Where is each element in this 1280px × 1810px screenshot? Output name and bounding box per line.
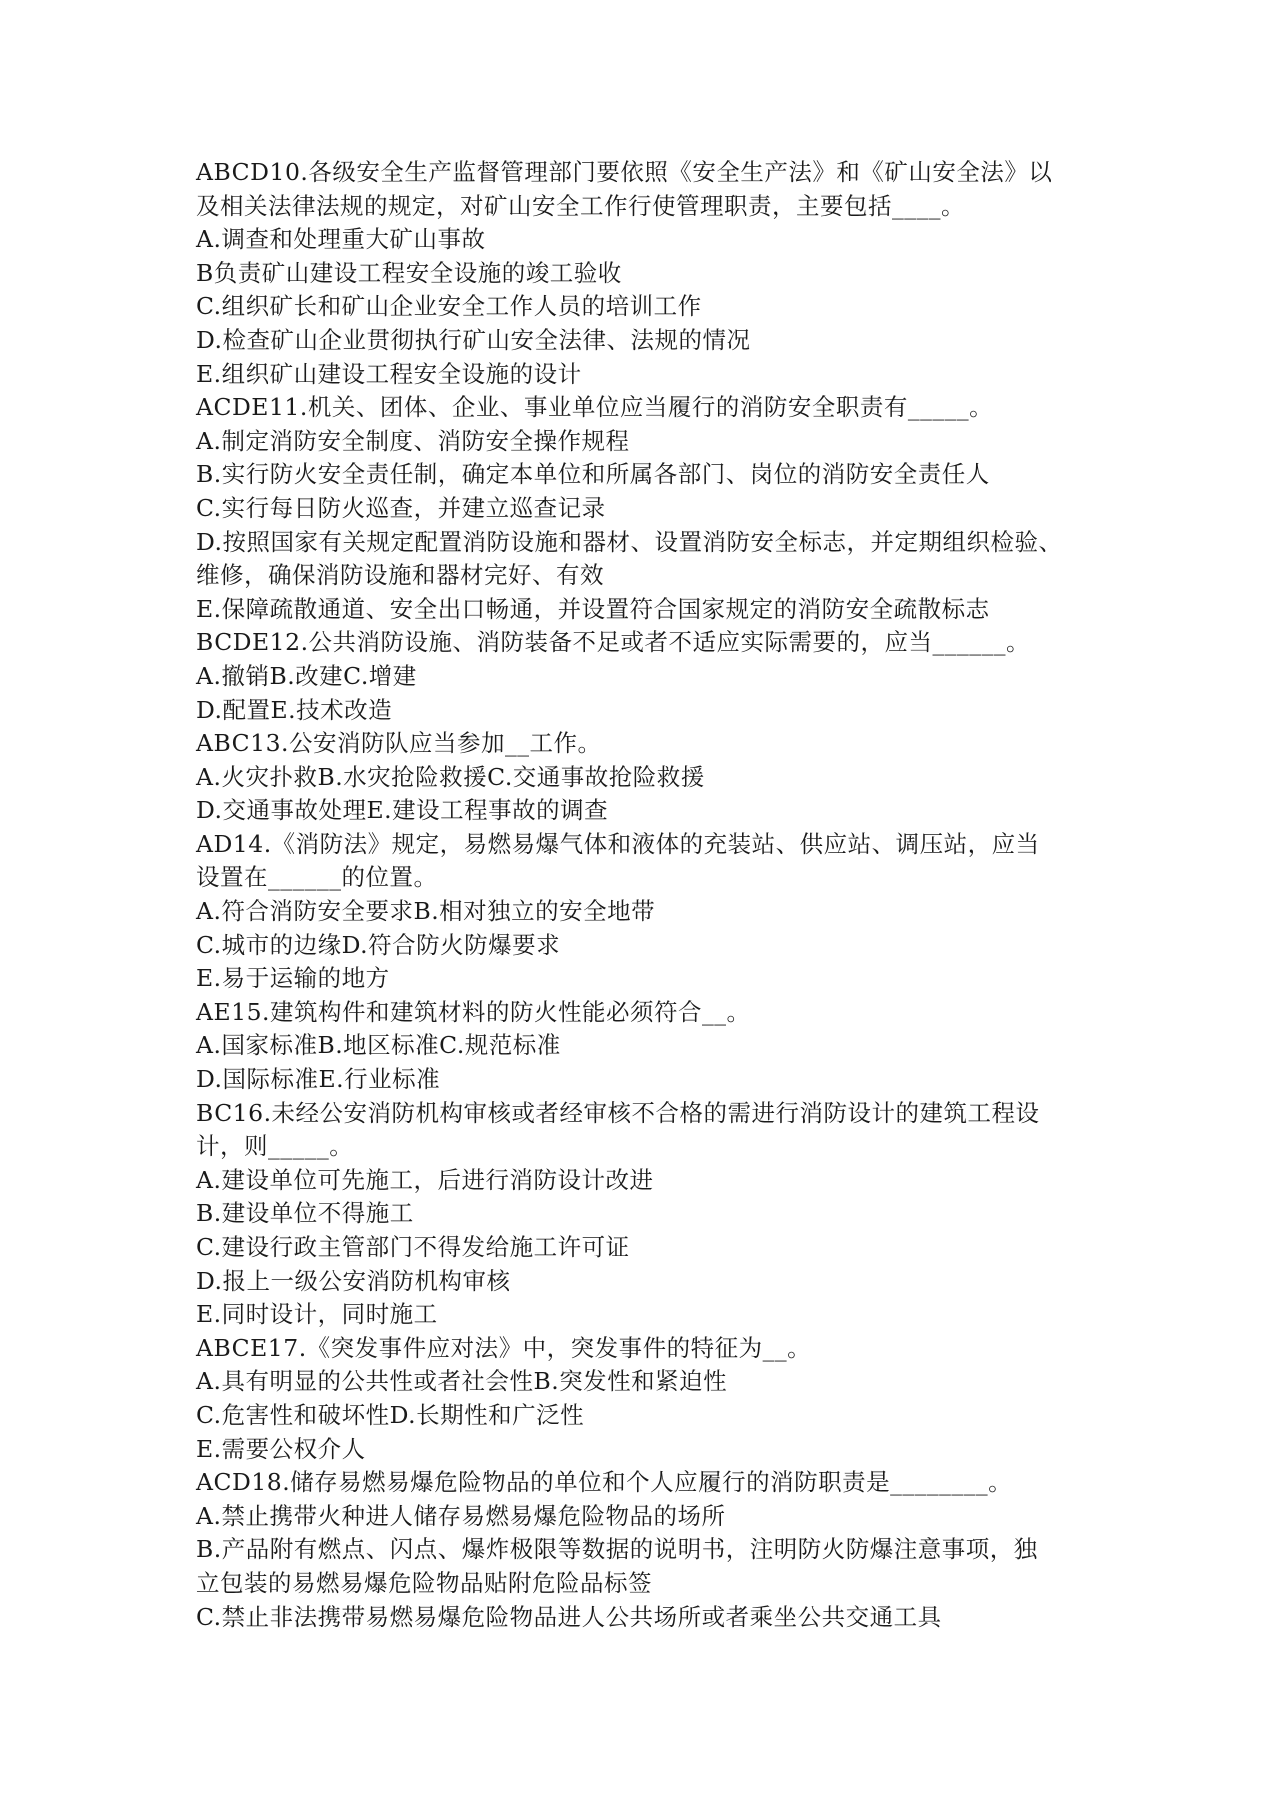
text-line: B.建设单位不得施工 (196, 1199, 414, 1228)
text-line: ABC13.公安消防队应当参加__工作。 (196, 729, 602, 758)
document-page (196, 156, 1096, 1634)
text-line: A.具有明显的公共性或者社会性B.突发性和紧迫性 (196, 1367, 728, 1396)
text-line: D.国际标准E.行业标准 (196, 1065, 441, 1094)
text-line: C.建设行政主管部门不得发给施工许可证 (196, 1233, 630, 1261)
text-line: AD14.《消防法》规定，易燃易爆气体和液体的充装站、供应站、调压站，应当 (196, 829, 1040, 858)
text-line: A.制定消防安全制度、消防安全操作规程 (196, 426, 630, 455)
text-line: C.危害性和破坏性D.长期性和广泛性 (196, 1400, 585, 1429)
text-line: A.火灾扑救B.水灾抢险救援C.交通事故抢险救援 (196, 762, 705, 791)
text-line: ACDE11.机关、团体、企业、事业单位应当履行的消防安全职责有_____。 (196, 393, 994, 422)
text-line: D.配置E.技术改造 (196, 695, 393, 724)
text-line: 立包装的易燃易爆危险物品贴附危险品标签 (196, 1568, 652, 1597)
text-line: AE15.建筑构件和建筑材料的防火性能必须符合__。 (196, 997, 751, 1026)
text-line: E.需要公权介人 (196, 1434, 366, 1463)
text-line: C.禁止非法携带易燃易爆危险物品进人公共场所或者乘坐公共交通工具 (196, 1602, 942, 1631)
text-line: 维修，确保消防设施和器材完好、有效 (196, 561, 604, 590)
text-line: C.实行每日防火巡查，并建立巡查记录 (196, 493, 606, 522)
text-line: 计，则_____。 (196, 1132, 354, 1161)
text-line: E.同时设计，同时施工 (196, 1300, 438, 1329)
text-line: BC16.未经公安消防机构审核或者经审核不合格的需进行消防设计的建筑工程设 (196, 1098, 1040, 1127)
text-line: 及相关法律法规的规定，对矿山安全工作行使管理职责，主要包括____。 (196, 191, 965, 220)
text-line: A.国家标准B.地区标准C.规范标准 (196, 1031, 561, 1060)
text-line: BCDE12.公共消防设施、消防装备不足或者不适应实际需要的，应当______。 (196, 628, 1031, 657)
text-line: ABCE17.《突发事件应对法》中，突发事件的特征为__。 (196, 1333, 812, 1362)
text-line: ABCD10.各级安全生产监督管理部门要依照《安全生产法》和《矿山安全法》以 (196, 158, 1053, 186)
text-line: C.组织矿长和矿山企业安全工作人员的培训工作 (196, 292, 702, 321)
text-line: E.保障疏散通道、安全出口畅通，并设置符合国家规定的消防安全疏散标志 (196, 594, 990, 623)
text-line: D.按照国家有关规定配置消防设施和器材、设置消防安全标志，并定期组织检验、 (196, 527, 1063, 556)
text-line: C.城市的边缘D.符合防火防爆要求 (196, 930, 561, 959)
text-line: E.易于运输的地方 (196, 964, 390, 993)
text-line: A.符合消防安全要求B.相对独立的安全地带 (196, 897, 656, 926)
text-line: E.组织矿山建设工程安全设施的设计 (196, 359, 582, 388)
text-line: A.撤销B.改建C.增建 (196, 661, 417, 690)
text-line: B.实行防火安全责任制，确定本单位和所属各部门、岗位的消防安全责任人 (196, 460, 990, 489)
text-line: A.建设单位可先施工，后进行消防设计改进 (196, 1165, 654, 1194)
text-line: B.产品附有燃点、闪点、爆炸极限等数据的说明书，注明防火防爆注意事项，独 (196, 1535, 1038, 1564)
text-line: A.调查和处理重大矿山事故 (196, 225, 486, 254)
text-line: A.禁止携带火种进人储存易燃易爆危险物品的场所 (196, 1501, 726, 1530)
text-line: ACD18.储存易燃易爆危险物品的单位和个人应履行的消防职责是________。 (196, 1468, 1013, 1497)
text-line: 设置在______的位置。 (196, 863, 438, 892)
text-line: D.报上一级公安消防机构审核 (196, 1266, 511, 1295)
text-line: D.检查矿山企业贯彻执行矿山安全法律、法规的情况 (196, 325, 751, 354)
text-line: B负责矿山建设工程安全设施的竣工验收 (196, 258, 622, 287)
text-line: D.交通事故处理E.建设工程事故的调查 (196, 796, 609, 825)
